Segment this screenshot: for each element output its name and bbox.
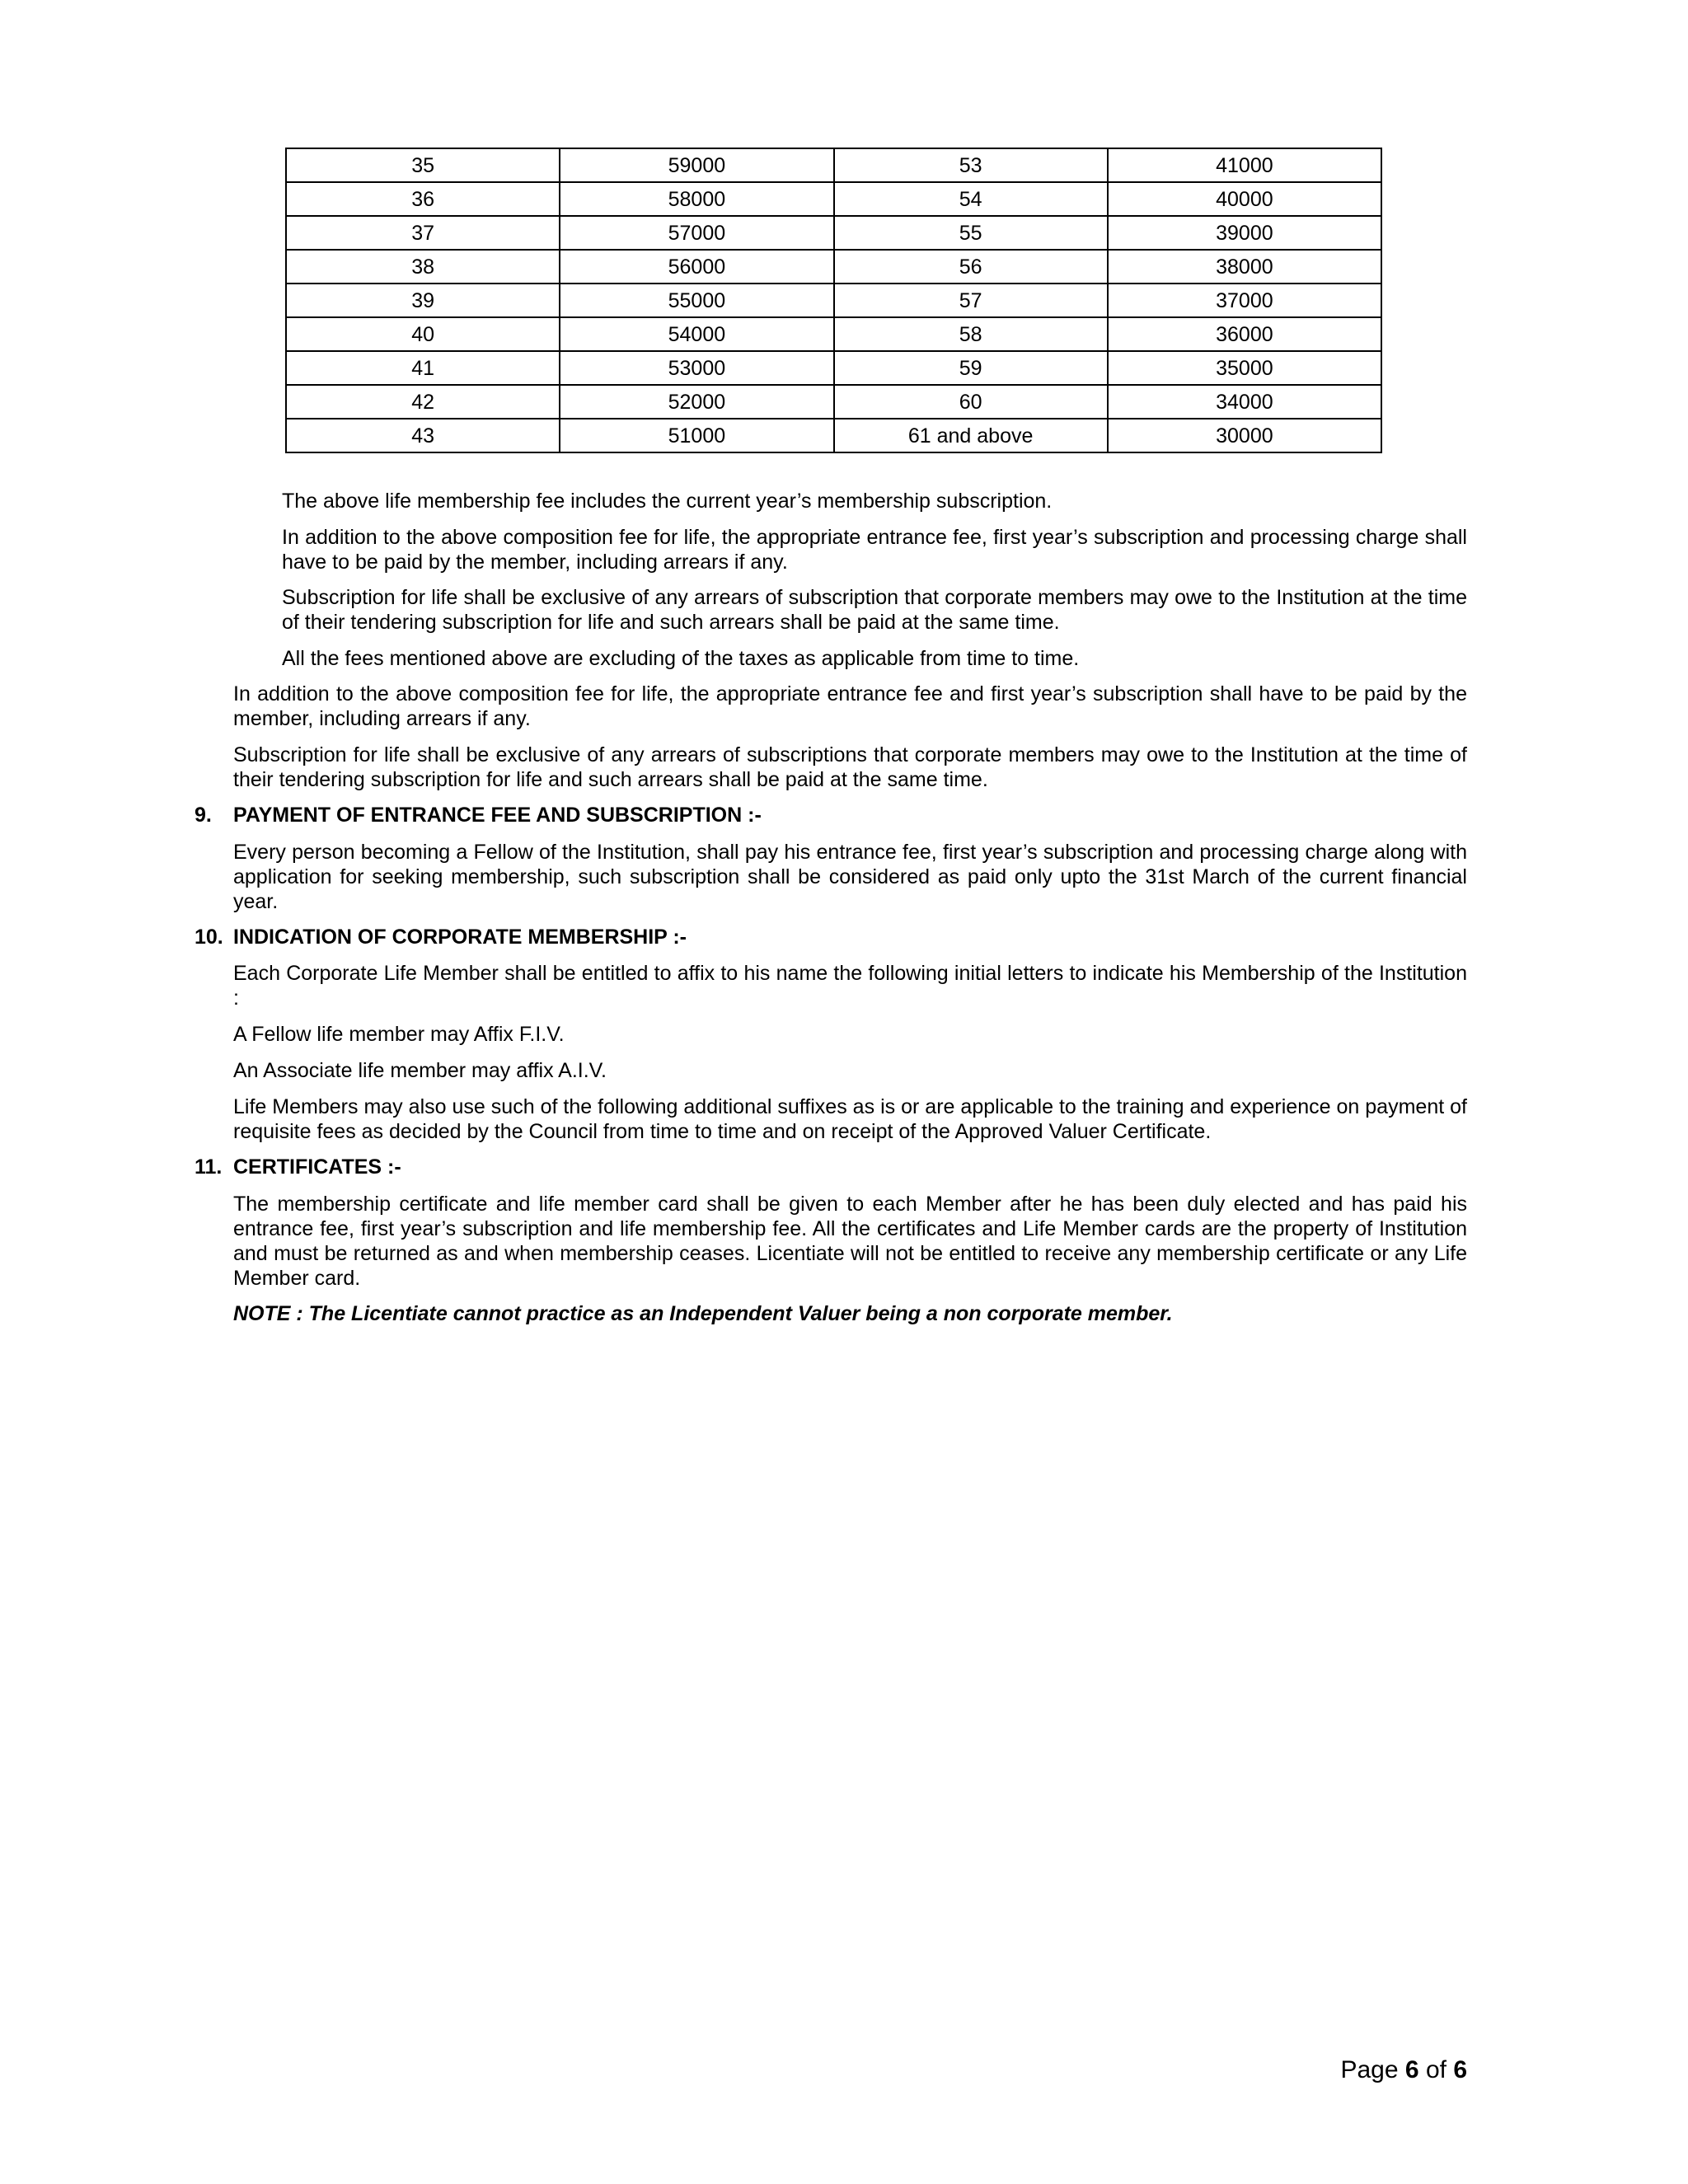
table-cell: 40 (286, 317, 560, 351)
licentiate-note: NOTE : The Licentiate cannot practice as an Independent Valuer being a non corporate member. (233, 1302, 1173, 1325)
table-cell: 41000 (1108, 148, 1381, 182)
table-row (286, 419, 1381, 452)
table-cell: 58000 (560, 182, 833, 216)
section-11-heading (195, 1155, 401, 1179)
section-10-title: INDICATION OF CORPORATE MEMBERSHIP :- (233, 926, 687, 949)
table-cell: 53 (834, 148, 1108, 182)
fee-note-entrance-fee: In addition to the above composition fee for life, the appropriate entrance fee, first year’s subscription and processing charge shall have to be paid by the member, including arrears if any. (282, 526, 1467, 574)
page-number (1340, 2055, 1467, 2085)
fee-note-current-year: The above life membership fee includes the current year’s membership subscription. (282, 490, 1053, 513)
table-cell: 39 (286, 284, 560, 317)
table-row (286, 284, 1381, 317)
table-row (286, 250, 1381, 284)
section-9-title: PAYMENT OF ENTRANCE FEE AND SUBSCRIPTION :- (233, 804, 762, 827)
section-9-body: Every person becoming a Fellow of the Institution, shall pay his entrance fee, first year’s subscription and processing charge along with application for seeking membership, such subscription shall be considered as paid only upto the 31st March of the current financial year. (233, 841, 1467, 913)
table-cell: 61 and above (834, 419, 1108, 452)
table-cell: 56000 (560, 250, 833, 284)
table-cell: 38000 (1108, 250, 1381, 284)
table-cell: 54000 (560, 317, 833, 351)
section-9-number: 9. (195, 804, 212, 827)
page-total: 6 (1453, 2056, 1467, 2083)
fee-note-arrears: Subscription for life shall be exclusive of any arrears of subscription that corporate members may owe to the Institution at the time of their tendering subscription for life and such arrears shall be paid at the same time. (282, 586, 1467, 634)
table-cell: 55000 (560, 284, 833, 317)
page-label: Page (1340, 2056, 1399, 2083)
table-row (286, 148, 1381, 182)
section-10-heading (195, 925, 687, 949)
table-cell: 37 (286, 216, 560, 250)
table-cell: 57000 (560, 216, 833, 250)
table-cell: 41 (286, 351, 560, 385)
table-cell: 38 (286, 250, 560, 284)
table-cell: 55 (834, 216, 1108, 250)
page-current: 6 (1404, 2056, 1419, 2083)
composition-fee-paragraph: In addition to the above composition fee for life, the appropriate entrance fee and first year’s subscription shall have to be paid by the member, including arrears if any. (233, 682, 1467, 730)
table-cell: 39000 (1108, 216, 1381, 250)
table-cell: 43 (286, 419, 560, 452)
table-cell: 57 (834, 284, 1108, 317)
table-cell: 42 (286, 385, 560, 419)
section-11-title: CERTIFICATES :- (233, 1155, 401, 1179)
table-cell: 51000 (560, 419, 833, 452)
subscription-arrears-paragraph: Subscription for life shall be exclusive of any arrears of subscriptions that corporate members may owe to the Institution at the time of their tendering subscription for life and such arrears shall be paid at the same time. (233, 743, 1467, 791)
table-row (286, 385, 1381, 419)
table-cell: 35000 (1108, 351, 1381, 385)
table-cell: 60 (834, 385, 1108, 419)
table-cell: 56 (834, 250, 1108, 284)
section-10-associate-suffix: An Associate life member may affix A.I.V. (233, 1059, 607, 1082)
table-cell: 53000 (560, 351, 833, 385)
section-9-heading (195, 803, 762, 827)
life-membership-fee-table (285, 148, 1382, 453)
table-cell: 34000 (1108, 385, 1381, 419)
fee-table-body (286, 148, 1381, 452)
table-row (286, 216, 1381, 250)
section-10-intro: Each Corporate Life Member shall be entitled to affix to his name the following initial letters to indicate his Membership of the Institution : (233, 962, 1467, 1010)
table-cell: 54 (834, 182, 1108, 216)
table-cell: 35 (286, 148, 560, 182)
section-10-fellow-suffix: A Fellow life member may Affix F.I.V. (233, 1023, 565, 1046)
section-11-body: The membership certificate and life member card shall be given to each Member after he has been duly elected and has paid his entrance fee, first year’s subscription and life membership fee. All the certificates and Life Member cards are the property of Institution and must be returned as and when membership ceases. Licentiate will not be entitled to receive any membership certificate or any Life Member card. (233, 1193, 1467, 1290)
table-cell: 36 (286, 182, 560, 216)
fee-note-taxes: All the fees mentioned above are excluding of the taxes as applicable from time to time. (282, 647, 1080, 670)
table-cell: 40000 (1108, 182, 1381, 216)
section-11-number: 11. (195, 1155, 223, 1179)
table-cell: 59 (834, 351, 1108, 385)
table-cell: 37000 (1108, 284, 1381, 317)
table-row (286, 182, 1381, 216)
table-cell: 36000 (1108, 317, 1381, 351)
table-cell: 30000 (1108, 419, 1381, 452)
table-cell: 59000 (560, 148, 833, 182)
section-10-number: 10. (195, 926, 223, 949)
table-cell: 52000 (560, 385, 833, 419)
table-row (286, 351, 1381, 385)
section-10-additional-suffixes: Life Members may also use such of the following additional suffixes as is or are applicable to the training and experience on payment of requisite fees as decided by the Council from time to time and on receipt of the Approved Valuer Certificate. (233, 1095, 1467, 1143)
table-row (286, 317, 1381, 351)
page-of-label: of (1425, 2056, 1447, 2083)
table-cell: 58 (834, 317, 1108, 351)
